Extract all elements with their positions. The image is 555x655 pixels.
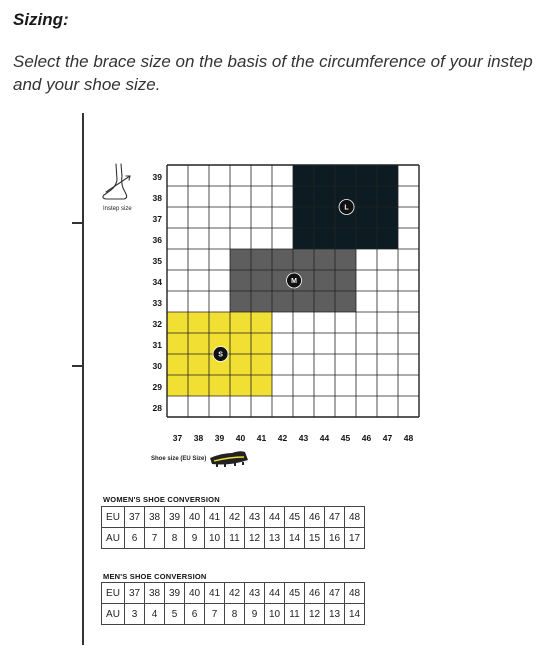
table-row bbox=[102, 528, 365, 549]
table-cell: 37 bbox=[125, 507, 145, 528]
table-cell: 11 bbox=[225, 528, 245, 549]
shoe-size-tick: 39 bbox=[214, 433, 225, 443]
table-cell: 40 bbox=[185, 583, 205, 604]
table-cell: 7 bbox=[205, 604, 225, 625]
table-cell: 11 bbox=[285, 604, 305, 625]
table-cell: 9 bbox=[245, 604, 265, 625]
table-cell: 38 bbox=[145, 507, 165, 528]
table-cell: 3 bbox=[125, 604, 145, 625]
table-cell: 40 bbox=[185, 507, 205, 528]
instep-size-tick: 39 bbox=[152, 172, 162, 182]
shoe-size-tick: 46 bbox=[361, 433, 372, 443]
table-cell: 44 bbox=[265, 583, 285, 604]
table-row bbox=[102, 604, 365, 625]
table-cell: 43 bbox=[245, 583, 265, 604]
table-cell: 43 bbox=[245, 507, 265, 528]
instep-size-tick: 28 bbox=[152, 403, 162, 413]
table-cell: 14 bbox=[285, 528, 305, 549]
instep-size-tick: 34 bbox=[152, 277, 162, 287]
table-cell: 4 bbox=[145, 604, 165, 625]
table-cell: 6 bbox=[185, 604, 205, 625]
table-cell: 10 bbox=[265, 604, 285, 625]
table-row-header: AU bbox=[102, 604, 125, 625]
table-cell: 47 bbox=[325, 583, 345, 604]
table-cell: 13 bbox=[265, 528, 285, 549]
table-cell: 8 bbox=[225, 604, 245, 625]
table-cell: 41 bbox=[205, 507, 225, 528]
table-cell: 48 bbox=[345, 507, 365, 528]
table-cell: 17 bbox=[345, 528, 365, 549]
shoe-size-tick: 42 bbox=[277, 433, 288, 443]
table-cell: 16 bbox=[325, 528, 345, 549]
size-badge-label: S bbox=[218, 351, 223, 359]
sizing-instructions: Select the brace size on the basis of the circumference of your instep and your shoe size. bbox=[13, 52, 533, 94]
table-cell: 37 bbox=[125, 583, 145, 604]
table-row-header: EU bbox=[102, 583, 125, 604]
shoe-size-tick: 48 bbox=[403, 433, 414, 443]
womens-conversion-table bbox=[101, 506, 365, 549]
table-cell: 6 bbox=[125, 528, 145, 549]
shoe-size-tick: 43 bbox=[298, 433, 309, 443]
shoe-size-tick: 38 bbox=[193, 433, 204, 443]
instep-size-tick: 38 bbox=[152, 193, 162, 203]
table-cell: 41 bbox=[205, 583, 225, 604]
table-cell: 47 bbox=[325, 507, 345, 528]
soccer-shoe-icon bbox=[210, 451, 248, 467]
size-grid-chart bbox=[0, 110, 555, 480]
instep-size-tick: 31 bbox=[152, 340, 162, 350]
table-row bbox=[102, 507, 365, 528]
table-cell: 12 bbox=[305, 604, 325, 625]
table-cell: 39 bbox=[165, 507, 185, 528]
table-cell: 7 bbox=[145, 528, 165, 549]
instep-size-tick: 35 bbox=[152, 256, 162, 266]
shoe-size-tick: 41 bbox=[256, 433, 267, 443]
table-cell: 38 bbox=[145, 583, 165, 604]
mens-conversion-title: MEN'S SHOE CONVERSION bbox=[103, 572, 207, 581]
table-cell: 45 bbox=[285, 507, 305, 528]
instep-size-tick: 29 bbox=[152, 382, 162, 392]
table-row bbox=[102, 583, 365, 604]
table-cell: 46 bbox=[305, 507, 325, 528]
sizing-heading: Sizing: bbox=[13, 10, 69, 29]
size-chart-figure bbox=[0, 110, 555, 650]
table-cell: 8 bbox=[165, 528, 185, 549]
mens-conversion-table bbox=[101, 582, 365, 625]
table-cell: 48 bbox=[345, 583, 365, 604]
instep-size-tick: 37 bbox=[152, 214, 162, 224]
table-cell: 42 bbox=[225, 507, 245, 528]
table-cell: 14 bbox=[345, 604, 365, 625]
table-cell: 13 bbox=[325, 604, 345, 625]
table-cell: 45 bbox=[285, 583, 305, 604]
shoe-size-tick: 44 bbox=[319, 433, 330, 443]
instep-size-tick: 32 bbox=[152, 319, 162, 329]
table-cell: 44 bbox=[265, 507, 285, 528]
shoe-size-tick: 47 bbox=[382, 433, 393, 443]
instep-size-tick: 36 bbox=[152, 235, 162, 245]
shoe-size-tick: 37 bbox=[172, 433, 183, 443]
table-row-header: EU bbox=[102, 507, 125, 528]
table-cell: 15 bbox=[305, 528, 325, 549]
table-row-header: AU bbox=[102, 528, 125, 549]
table-cell: 39 bbox=[165, 583, 185, 604]
table-cell: 12 bbox=[245, 528, 265, 549]
foot-icon bbox=[103, 164, 130, 199]
shoe-size-tick: 45 bbox=[340, 433, 351, 443]
table-cell: 9 bbox=[185, 528, 205, 549]
instep-size-label: Instep size bbox=[103, 206, 132, 212]
table-cell: 10 bbox=[205, 528, 225, 549]
table-cell: 42 bbox=[225, 583, 245, 604]
table-cell: 5 bbox=[165, 604, 185, 625]
womens-conversion-title: WOMEN'S SHOE CONVERSION bbox=[103, 495, 220, 504]
shoe-size-label: Shoe size (EU Size) bbox=[151, 456, 207, 462]
table-cell: 46 bbox=[305, 583, 325, 604]
shoe-size-tick: 40 bbox=[235, 433, 246, 443]
size-badge-label: L bbox=[344, 204, 349, 212]
instep-size-tick: 33 bbox=[152, 298, 162, 308]
size-badge-label: M bbox=[291, 278, 297, 286]
instep-size-tick: 30 bbox=[152, 361, 162, 371]
